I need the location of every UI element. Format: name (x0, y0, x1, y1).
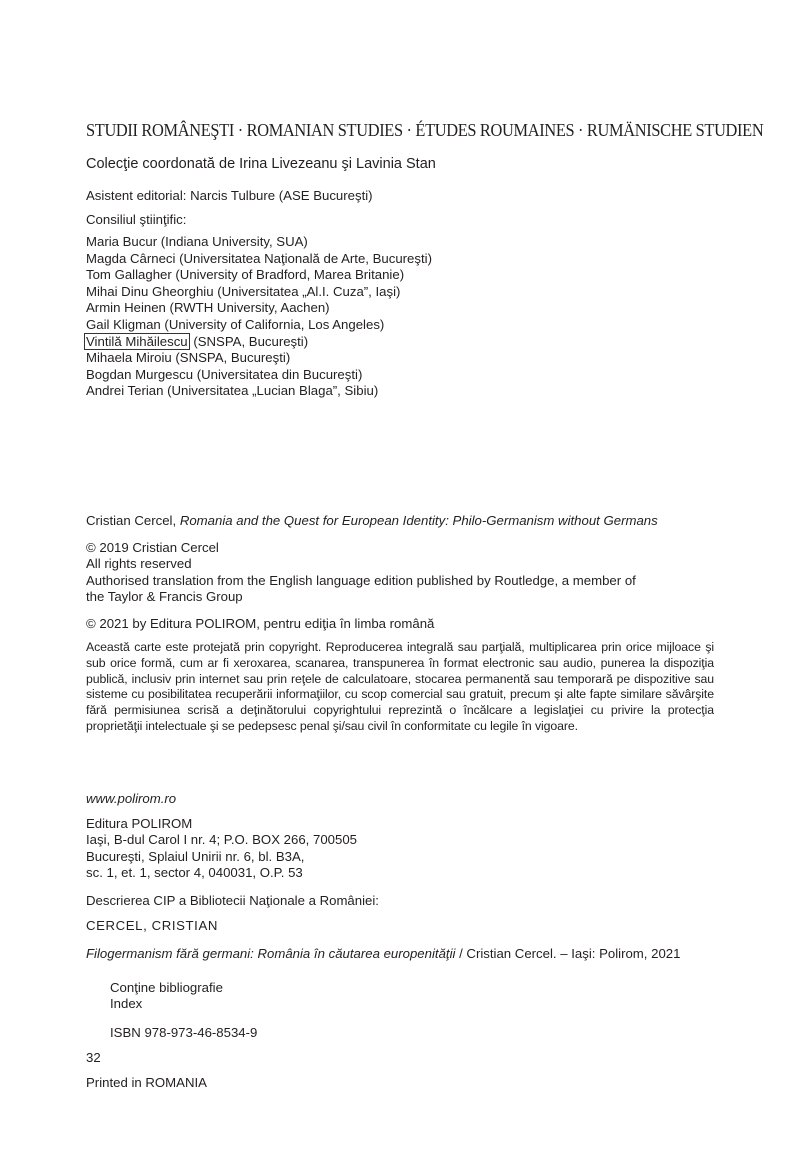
council-member: Armin Heinen (RWTH University, Aachen) (86, 300, 330, 316)
original-author: Cristian Cercel, (86, 513, 177, 528)
copyright-block (86, 540, 636, 606)
scientific-council-list (86, 234, 432, 400)
copyright-line: Authorised translation from the English language edition published by Routledge, a member of (86, 572, 636, 588)
address-line: sc. 1, et. 1, sector 4, 040031, O.P. 53 (86, 865, 303, 881)
cip-note: Conţine bibliografie (110, 980, 223, 995)
copyright-line: All rights reserved (86, 556, 192, 572)
highlighted-name-box[interactable]: Vintilă Mihăilescu (86, 333, 188, 349)
cip-title-entry (86, 946, 726, 962)
original-title: Romania and the Quest for European Identity: Philo-Germanism without Germans (179, 513, 658, 528)
council-member: Mihai Dinu Gheorghiu (Universitatea „Al.I. Cuza”, Iaşi) (86, 283, 401, 299)
publisher-website-link[interactable]: www.polirom.ro (86, 791, 177, 806)
council-member: Tom Gallagher (University of Bradford, Marea Britanie) (86, 267, 405, 283)
cip-title-statement: / Cristian Cercel. – Iaşi: Polirom, 2021 (455, 946, 681, 961)
publisher-address (86, 816, 357, 882)
classification-number: 32 (86, 1050, 101, 1065)
series-coordination: Colecţie coordonată de Irina Livezeanu şi Lavinia Stan (86, 156, 436, 172)
copyright-romanian-edition: © 2021 by Editura POLIROM, pentru ediţia în limba română (86, 616, 435, 631)
legal-notice: Această carte este protejată prin copyright. Reproducerea integrală sau parţială, multiplicarea prin orice mijloace şi sub orice formă, cum ar fi xeroxarea, scanarea, transpunerea în format electronic sau audio, punerea la dispoziţia publică, inclusiv prin internet sau prin reţele de calculatoare, stocarea permanentă sau temporară pe dispozitive sau sisteme cu posibilitatea recuperării informaţiilor, cu scop comercial sau gratuit, precum şi alte fapte similare săvârşite fără permisiunea scrisă a deţinătorului copyrightului reprezintă o încălcare a legislaţiei cu privire la protecţia proprietăţii intelectuale şi se pedepsesc penal şi/sau civil în conformitate cu legile în vigoare. (86, 640, 714, 733)
council-member: Andrei Terian (Universitatea „Lucian Blaga”, Sibiu) (86, 383, 379, 399)
address-line: Bucureşti, Splaiul Unirii nr. 6, bl. B3A, (86, 848, 305, 864)
council-heading: Consiliul ştiinţific: (86, 212, 187, 227)
cip-author: CERCEL, CRISTIAN (86, 918, 218, 933)
editorial-assistant: Asistent editorial: Narcis Tulbure (ASE Bucureşti) (86, 188, 373, 203)
copyright-line: © 2019 Cristian Cercel (86, 540, 219, 555)
cip-notes (86, 980, 223, 1013)
cip-title: Filogermanism fără germani: România în căutarea europenităţii (86, 946, 456, 961)
original-edition-citation (86, 513, 658, 529)
printed-in: Printed in ROMANIA (86, 1075, 207, 1090)
address-line: Iaşi, B-dul Carol I nr. 4; P.O. BOX 266, 700505 (86, 832, 357, 848)
council-member-highlighted: Vintilă Mihăilescu (SNSPA, Bucureşti) (86, 333, 309, 349)
cip-note: Index (110, 996, 143, 1012)
isbn: ISBN 978-973-46-8534-9 (110, 1025, 258, 1040)
address-line: Editura POLIROM (86, 816, 193, 831)
council-member: Mihaela Miroiu (SNSPA, Bucureşti) (86, 350, 291, 366)
council-member: Maria Bucur (Indiana University, SUA) (86, 234, 308, 249)
council-member: Magda Cârneci (Universitatea Naţională de Arte, Bucureşti) (86, 250, 432, 266)
cip-heading: Descrierea CIP a Bibliotecii Naţionale a României: (86, 893, 379, 908)
council-member: Gail Kligman (University of California, Los Angeles) (86, 316, 385, 332)
copyright-line: the Taylor & Francis Group (86, 589, 243, 605)
series-title: STUDII ROMÂNEŞTI · ROMANIAN STUDIES · ÉTUDES ROUMAINES · RUMÄNISCHE STUDIEN (86, 120, 764, 140)
council-member: Bogdan Murgescu (Universitatea din Bucureşti) (86, 366, 363, 382)
